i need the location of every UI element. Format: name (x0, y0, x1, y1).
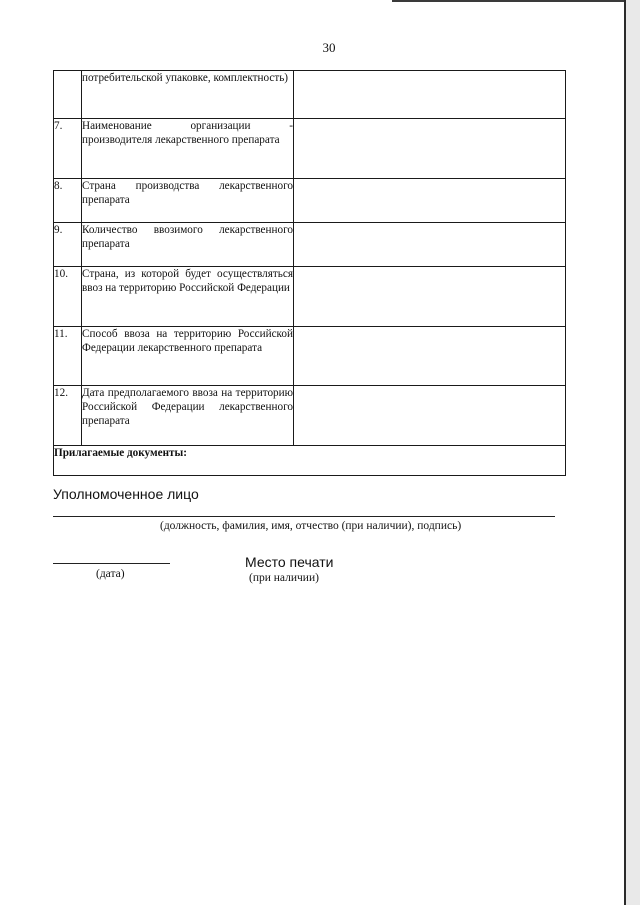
row-label: Страна, из которой будет осуществляться ввоз на территорию Российской Федерации (82, 267, 294, 327)
table-row (54, 267, 566, 327)
table-row (54, 119, 566, 179)
row-number (54, 71, 82, 119)
date-caption: (дата) (96, 568, 125, 580)
row-value (294, 386, 566, 446)
row-value (294, 327, 566, 386)
row-value (294, 71, 566, 119)
signature-line (53, 516, 555, 517)
row-label: Количество ввозимого лекарственного препарата (82, 223, 294, 267)
row-number: 8. (54, 179, 82, 223)
signature-caption: (должность, фамилия, имя, отчество (при наличии), подпись) (160, 520, 462, 532)
row-number: 12. (54, 386, 82, 446)
row-value (294, 119, 566, 179)
row-label: Наименование организации - производителя лекарственного препарата (82, 119, 294, 179)
table-row (54, 71, 566, 119)
application-form-table (53, 70, 566, 476)
row-value (294, 179, 566, 223)
table-row (54, 386, 566, 446)
scan-edge-rule (392, 0, 624, 2)
date-line (53, 563, 170, 564)
row-label: Способ ввоза на территорию Российской Федерации лекарственного препарата (82, 327, 294, 386)
row-value (294, 223, 566, 267)
page-number: 30 (322, 40, 336, 55)
table-row (54, 327, 566, 386)
row-label: Дата предполагаемого ввоза на территорию Российской Федерации лекарственного препарата (82, 386, 294, 446)
seal-caption: (при наличии) (249, 572, 319, 584)
row-label: Страна производства лекарственного препарата (82, 179, 294, 223)
seal-label: Место печати (245, 554, 334, 570)
table-row-attachments (54, 446, 566, 476)
row-label: потребительской упаковке, комплектность) (82, 71, 294, 119)
row-number: 11. (54, 327, 82, 386)
row-number: 9. (54, 223, 82, 267)
row-value (294, 267, 566, 327)
table-row (54, 179, 566, 223)
signer-label: Уполномоченное лицо (53, 486, 199, 502)
table-row (54, 223, 566, 267)
row-number: 7. (54, 119, 82, 179)
row-number: 10. (54, 267, 82, 327)
attached-docs-label: Прилагаемые документы: (54, 446, 566, 476)
